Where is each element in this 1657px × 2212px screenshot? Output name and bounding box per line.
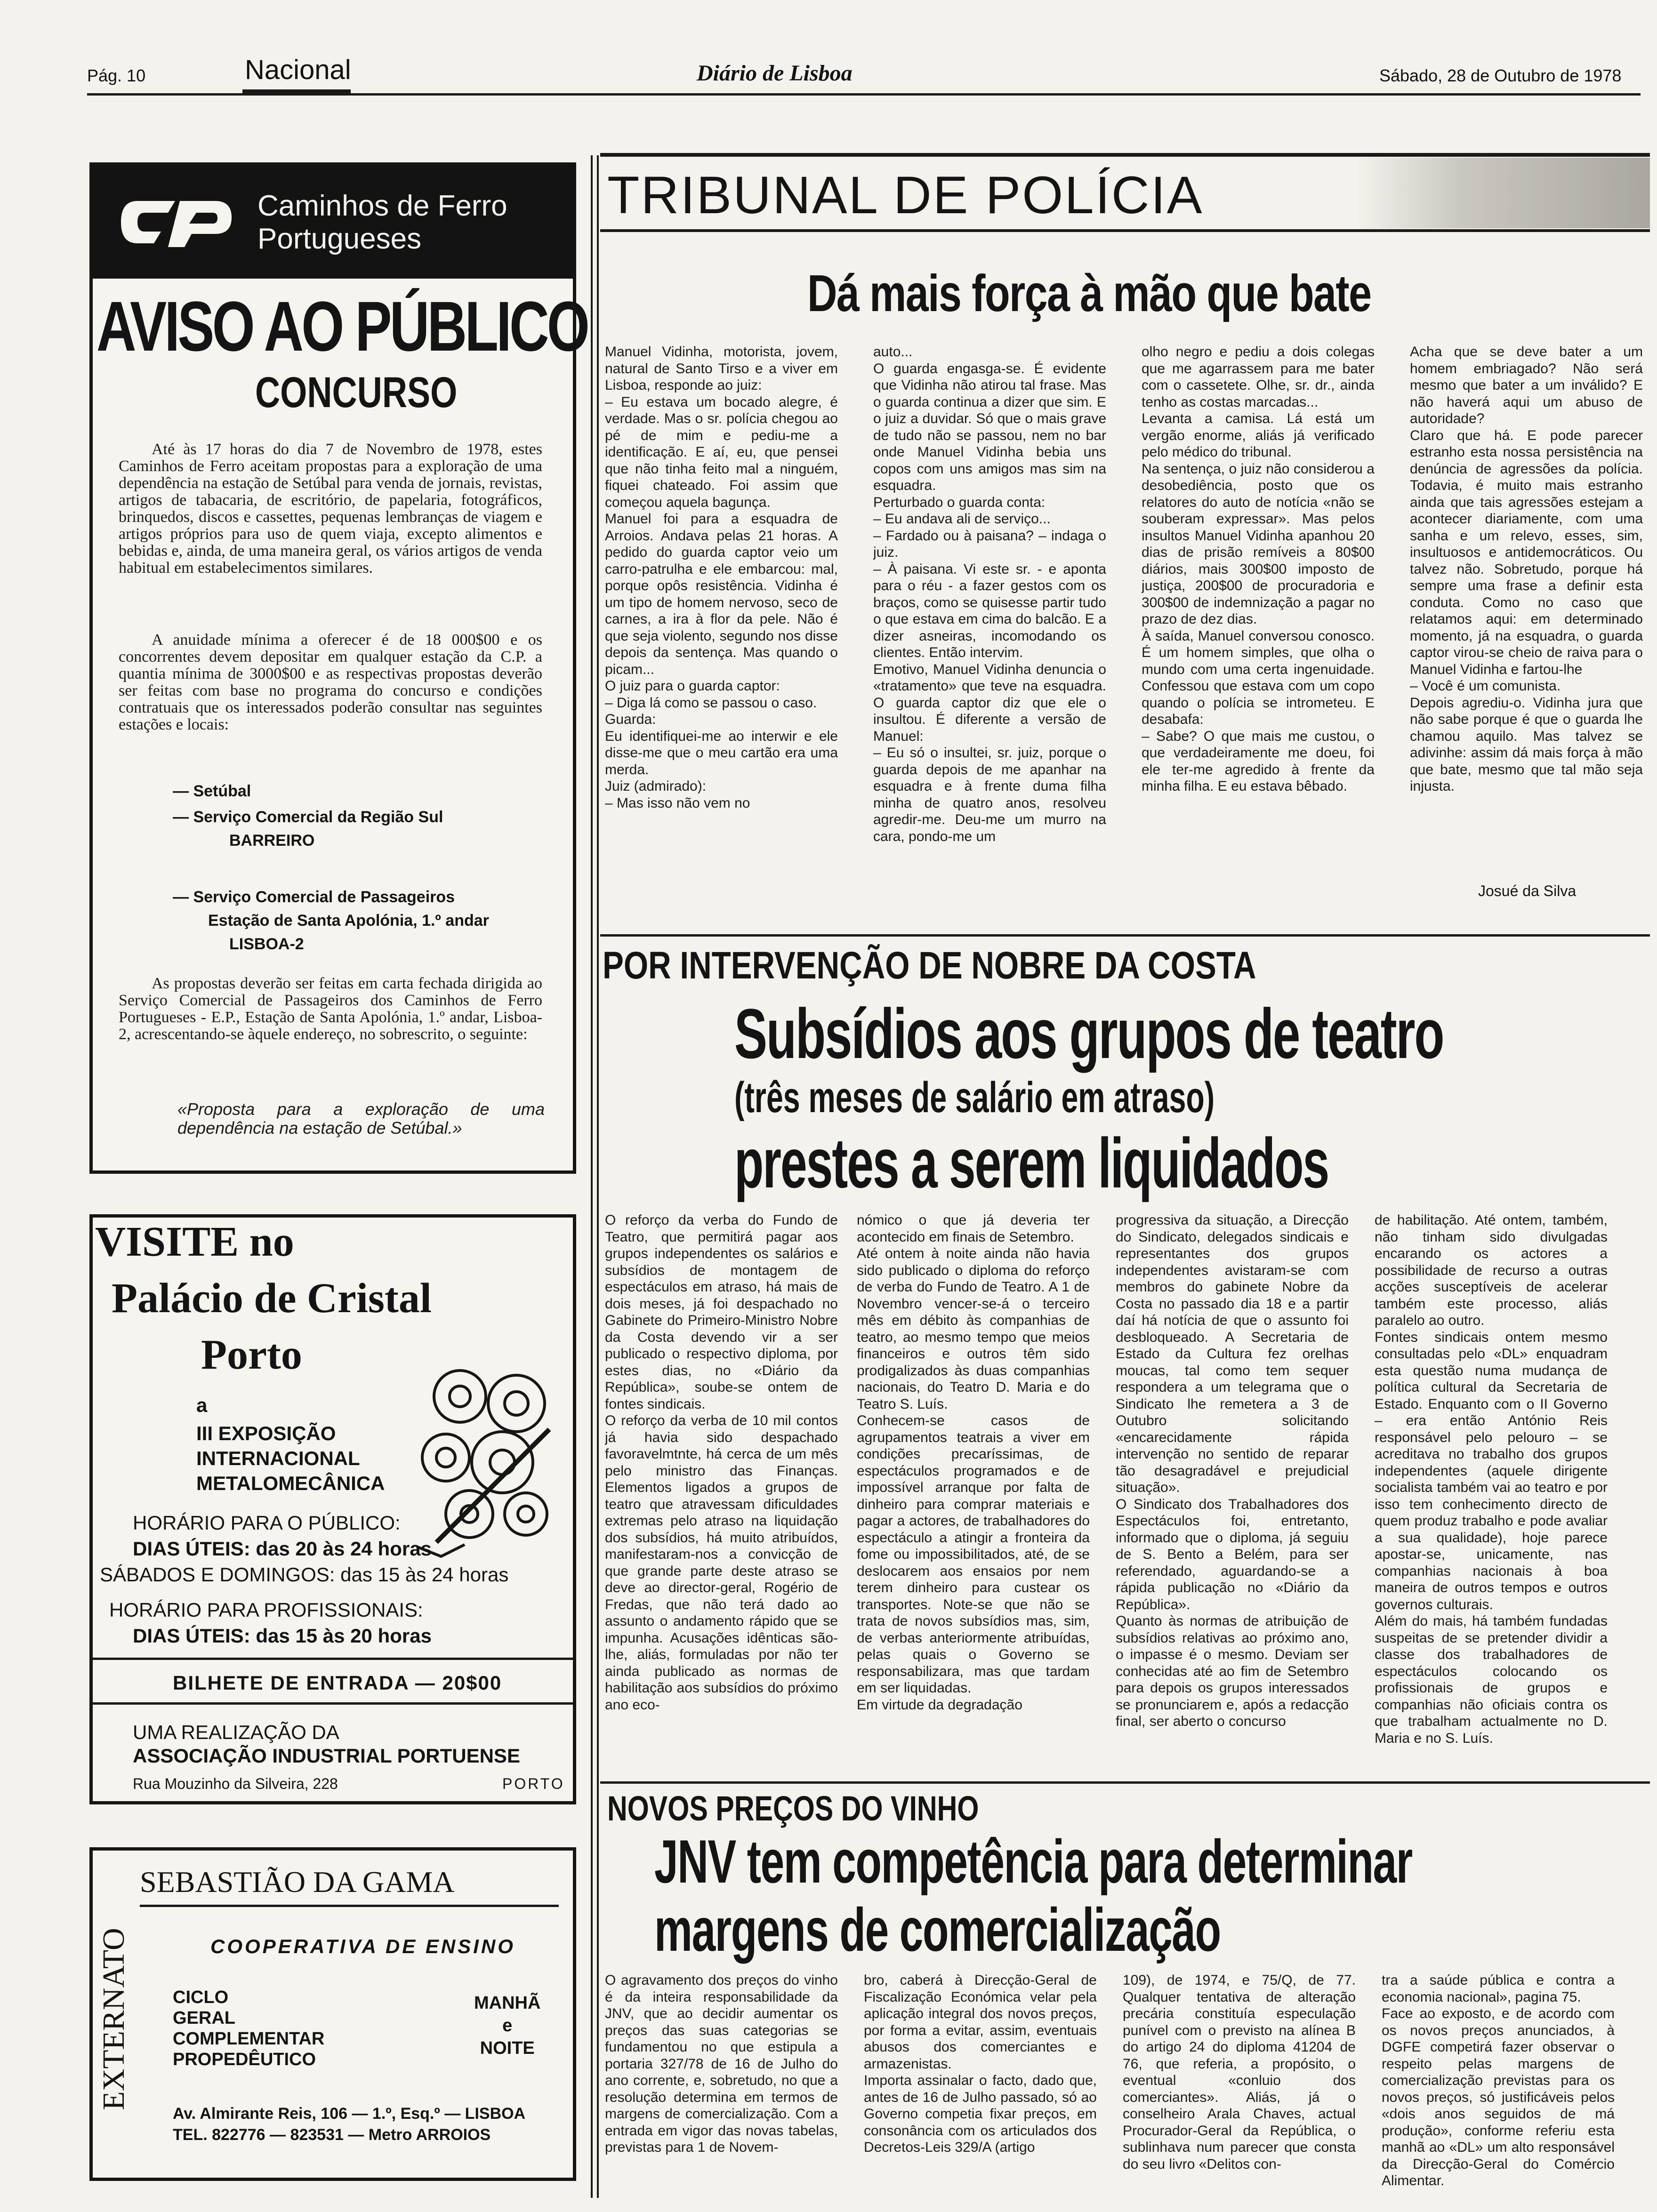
expo-divider <box>93 1702 573 1705</box>
school-name: SEBASTIÃO DA GAMA <box>140 1865 455 1899</box>
issue-date: Sábado, 28 de Outubro de 1978 <box>1379 66 1622 85</box>
teatro-headline-2: (três meses de salário em atraso) <box>734 1074 1215 1122</box>
section-name: Nacional <box>245 55 351 85</box>
vinho-column-2: bro, caberá à Direcção-Geral de Fiscalização Económica velar pela aplicação integral dos novos preços, por forma a evitar, assim, eventuais abusos dos comerciantes e armazenistas. Importa assinalar o facto, dado que, antes de 16 de Julho passado, só ao Governo competia fixar preços, em consonância com os articulados dos Decretos-Leis 329/A (artigo <box>864 1972 1097 2155</box>
expo-hours-professionals: HORÁRIO PARA PROFISSIONAIS: <box>109 1599 423 1621</box>
expo-venue: Palácio de Cristal <box>112 1275 432 1322</box>
cp-advertisement <box>89 162 588 1174</box>
cp-company-line1: Caminhos de Ferro <box>257 190 507 222</box>
page-number: Pág. 10 <box>87 66 146 85</box>
vinho-column-4: tra a saúde pública e contra a economia nacional», pagina 75. Face ao exposto, e de acordo com os novos preços anunciados, à DGFE competirá fazer observar o respeito pelas margens de comercialização previstas para os novos preços, só justificáveis pelos «dois anos seguidos de má produção», conforme referiu esta manhã ao «DL» um alto responsável da Direcção-Geral do Comércio Alimentar. <box>1382 1972 1615 2188</box>
cp-company-line2: Portugueses <box>257 223 422 255</box>
column-divider <box>597 155 599 2198</box>
tribunal-kicker: TRIBUNAL DE POLÍCIA <box>607 166 1204 224</box>
tribunal-byline: Josué da Silva <box>1478 882 1577 899</box>
teatro-column-2: nómico o que já deveria ter acontecido em finais de Setembro. Até ontem à noite ainda não havia sido publicado o diploma do reforço de verba do Fundo de Teatro. A 1 de Novembro vencer-se-á o terceiro mês em débito às companhias de teatro, ao mesmo tempo que meios financeiros e outros têm sido prodigalizados às duas companhias nacionais, do Teatro D. Maria e do Teatro S. Luís. Conhecem-se casos de agrupamentos teatrais a viver em condições precaríssimas, de espectáculos programados e de impossível arranque por falta de dinheiro para comprar materiais e pagar a actores, de trabalhadores do espectáculo a atingir a fronteira da fome ou impossibilitados, até, de se deslocarem aos ensaios por nem terem dinheiro para custear os transportes. Note-se que não se trata de novos subsídios mas, sim, de verbas anteriormente atribuídas, pelas quais o Governo se responsabilizara, mas que tardam em ser liquidadas. Em virtude da degradação <box>857 1212 1090 1713</box>
cp-title: AVISO AO PÚBLICO <box>97 287 588 366</box>
vinho-headline-2: margens de comercialização <box>654 1895 1221 1964</box>
expo-weekdays-professionals: DIAS ÚTEIS: das 15 às 20 horas <box>133 1625 432 1647</box>
expo-divider <box>93 1658 573 1660</box>
expo-weekends: SÁBADOS E DOMINGOS: das 15 às 24 horas <box>100 1563 509 1586</box>
expo-organizer-2: ASSOCIAÇÃO INDUSTRIAL PORTUENSE <box>133 1745 520 1767</box>
expo-hours-public: HORÁRIO PARA O PÚBLICO: <box>133 1512 401 1534</box>
cp-quote: «Proposta para a exploração de uma dependência na estação de Setúbal.» <box>177 1100 545 1138</box>
expo-weekdays: DIAS ÚTEIS: das 20 às 24 horas <box>133 1538 432 1560</box>
school-courses: CICLO GERAL COMPLEMENTAR PROPEDÊUTICO <box>173 1988 325 2069</box>
column-divider <box>591 155 593 2198</box>
cp-location-3b: Estação de Santa Apolónia, 1.º andar <box>208 912 489 930</box>
cp-location-2b: BARREIRO <box>229 832 315 850</box>
school-name-rule <box>140 1905 559 1907</box>
teatro-headline-3: prestes a serem liquidados <box>734 1123 1329 1202</box>
school-coop: COOPERATIVA DE ENSINO <box>210 1935 515 1957</box>
school-times: MANHÃ e NOITE <box>474 1993 541 2058</box>
cp-subtitle: CONCURSO <box>255 369 458 417</box>
expo-event-1: III EXPOSIÇÃO <box>196 1422 336 1444</box>
tribunal-kicker-rule <box>600 229 1650 232</box>
cp-logo-icon <box>119 187 234 257</box>
expo-organizer-1: UMA REALIZAÇÃO DA <box>133 1721 339 1743</box>
tribunal-bottom-rule <box>600 934 1650 937</box>
teatro-column-1: O reforço da verba do Fundo de Teatro, que permitirá pagar aos grupos independentes os salários e subsídios de montagem de espectáculos em atraso, há mais de dois meses, já foi despachado no Gabinete do Primeiro-Ministro Nobre da Costa devendo vir a ser publicado o respectivo diploma, por estes dias, no «Diário da República», soube-se ontem de fontes sindicais. O reforço da verba de 10 mil contos já havia sido despachado favoravelmtnte, há cerca de um mês pelo ministro das Finanças. Elementos ligados a grupos de teatro que atravessam dificuldades extremas pelo atraso na liquidação dos subsídios, há muito atribuídos, manifestaram-nos a convicção de que grande parte deste atraso se deve ao director-geral, Rogério de Fredas, que não terá dado ao assunto o andamento rápido que se impunha. Acusações idênticas são-lhe, aliás, formuladas por não ter ainda publicado as normas de habilitação aos subsídios do próximo ano eco- <box>605 1212 838 1713</box>
expo-event-3: METALOMECÂNICA <box>196 1472 385 1494</box>
tribunal-column-3: olho negro e pediu a dois colegas que me agarrassem para me bater com o cassetete. Olhe, sr. dr., ainda tenho as costas marcadas... Levanta a camisa. Lá está um vergão enorme, aliás já verificado pelo médico do tribunal. Na sentença, o juiz não considerou a desobediência, posto que os relatores do auto de notícia «não se souberam expressar». Mas pelos insultos Manuel Vidinha apanhou 20 dias de prisão remíveis a 80$00 diários, mais 300$00 imposto de justiça, 200$00 de procuradoria e 300$00 de indemnização a pagar no prazo de dez dias. À saída, Manuel conversou conosco. É um homem simples, que olha o mundo com uma certa ingenuidade. Confessou que estava com um copo quando o polícia se intrometeu. E desabafa: – Sabe? O que mais me custou, o que verdadeiramente me doeu, foi ele ter-me agredido à frente da minha filha. E eu estava bêbado. <box>1142 344 1375 794</box>
gears-illustration-icon <box>408 1359 563 1561</box>
expo-ticket: BILHETE DE ENTRADA — 20$00 <box>173 1672 502 1694</box>
expo-advertisement <box>89 1214 576 1804</box>
masthead: Diário de Lisboa <box>697 61 853 86</box>
tribunal-column-4: Acha que se deve bater a um homem embriagado? Não será mesmo que bater a um inválido? E não haverá aqui um abuso de autoridade? Claro que há. E pode parecer estranho esta nossa persistência na denúncia de agressões da polícia. Todavia, é muito mais estranho ainda que tais agressões estejam a acontecer diariamente, com uma sanha e um relevo, esses, sim, insultuosos e antidemocráticos. Ou talvez não. Sobretudo, porque há sempre uma frase a definir esta conduta. Como no caso que relatamos aqui: em determinado momento, já na esquadra, o guarda captor virou-se cheio de raiva para o Manuel Vidinha e fartou-lhe – Você é um comunista. Depois agrediu-o. Vidinha jura que não sabe porque é que o guarda lhe chamou aquilo. Mas talvez se adivinhe: assim dá mais força à mão que bate, mesmo que tal mão seja injusta. <box>1410 344 1643 794</box>
expo-visit: VISITE no <box>95 1218 294 1265</box>
expo-address: Rua Mouzinho da Silveira, 228 <box>133 1775 338 1792</box>
cp-paragraph-2: A anuidade mínima a oferecer é de 18 000$00 e os concorrentes devem depositar em qualquer estação da C.P. a quantia mínima de 3000$00 e as respectivas propostas deverão ser feitas com base no programa do concurso e condições contratuais que os interessados poderão consultar nas seguintes estações e locais: <box>119 632 542 733</box>
teatro-bottom-rule <box>600 1781 1650 1784</box>
cp-paragraph-1: Até às 17 horas do dia 7 de Novembro de 1978, estes Caminhos de Ferro aceitam propostas para a exploração de uma dependência na estação de Setúbal para venda de jornais, revistas, artigos de tabacaria, de escritório, de papelaria, fotográficos, brinquedos, discos e cassettes, pequenas lembranças de viagem e artigos próprios para uso de quem viaja, excepto alimentos e bebidas e, ainda, de uma maneira geral, os vários artigos de venda habitual em estabelecimentos similares. <box>119 441 542 577</box>
teatro-kicker: POR INTERVENÇÃO DE NOBRE DA COSTA <box>603 944 1256 987</box>
school-vertical-label: EXTERNATO <box>97 1928 131 2110</box>
vinho-kicker: NOVOS PREÇOS DO VINHO <box>607 1789 979 1828</box>
school-advertisement <box>89 1847 576 2181</box>
cp-location-3a: — Serviço Comercial de Passageiros <box>173 888 455 906</box>
cp-paragraph-3: As propostas deverão ser feitas em carta fechada dirigida ao Serviço Comercial de Passageiros dos Caminhos de Ferro Portugueses - E.P., Estação de Santa Apolónia, 1.º andar, Lisboa-2, acrescentando-se àquele endereço, no sobrescrito, o seguinte: <box>119 975 542 1043</box>
section-underline <box>242 89 351 94</box>
expo-event-2: INTERNACIONAL <box>196 1447 360 1469</box>
cp-location-1: — Setúbal <box>173 782 251 800</box>
vinho-headline-1: JNV tem competência para determinar <box>654 1827 1412 1896</box>
teatro-headline-1: Subsídios aos grupos de teatro <box>734 994 1444 1073</box>
cp-location-3c: LISBOA-2 <box>229 935 304 953</box>
school-phone: TEL. 822776 — 823531 — Metro ARROIOS <box>173 2126 491 2144</box>
cp-location-2a: — Serviço Comercial da Região Sul <box>173 808 443 826</box>
tribunal-column-2: auto... O guarda engasga-se. É evidente que Vidinha não atirou tal frase. Mas o guarda continua a dizer que sim. E o juiz a duvidar. Só que o mais grave de tudo não se passou, nem no bar onde Manuel Vidinha bebia uns copos com uns amigos mas sim na esquadra. Perturbado o guarda conta: – Eu andava ali de serviço... – Fardado ou à paisana? – indaga o juiz. – À paisana. Vi este sr. - e aponta para o réu - a fazer gestos com os braços, como se quisesse partir tudo o que estava em cima do balcão. E a dizer asneiras, incomodando os clientes. Então intervim. Emotivo, Manuel Vidinha denuncia o «tratamento» que teve na esquadra. O guarda captor diz que ele o insultou. É diferente a versão de Manuel: – Eu só o insultei, sr. juiz, porque o guarda depois de me apanhar na esquadra e à frente duma filha minha de quatro anos, resolveu agredir-me. Deu-me um murro na cara, pondo-me um <box>873 344 1106 844</box>
tribunal-headline: Dá mais força à mão que bate <box>807 264 1371 322</box>
expo-city: Porto <box>201 1331 302 1378</box>
tribunal-top-rule <box>600 153 1650 157</box>
school-address: Av. Almirante Reis, 106 — 1.º, Esq.º — LISBOA <box>173 2105 526 2123</box>
expo-city-footer: PORTO <box>502 1775 565 1792</box>
expo-a: a <box>196 1394 208 1416</box>
teatro-column-3: progressiva da situação, a Direcção do Sindicato, delegados sindicais e representantes dos grupos independentes avistaram-se com membros do gabinete Nobre da Costa no passado dia 18 e a partir daí há notícia de que o assunto foi desbloqueado. A Secretaria de Estado da Cultura fez orelhas moucas, tal como tem sequer respondera a um telegrama que o Sindicato lhe remetera a 3 de Outubro solicitando «encarecidamente rápida intervenção no sentido de reparar tão desagradável e prejudicial situação». O Sindicato dos Trabalhadores dos Espectáculos foi, entretanto, informado que o diploma, já seguiu de S. Bento a Belém, para ser referendado, aguardando-se a rápida publicação no «Diário da República». Quanto às normas de atribuição de subsídios relativas ao próximo ano, o impasse é o mesmo. Deviam ser conhecidas até ao fim de Setembro para depois os grupos interessados se pronunciarem e, após a redacção final, ser aberto o concurso <box>1116 1212 1349 1729</box>
teatro-column-4: de habilitação. Até ontem, também, não tinham sido divulgadas encarando os actores a possibilidade de recurso a outras acções susceptíveis de acelerar também este processo, aliás paralelo ao outro. Fontes sindicais ontem mesmo consultadas pelo «DL» enquadram esta questão numa mudança de política cultural da Secretaria de Estado. Enquanto com o II Governo – era então António Reis responsável pelo pelouro – se acreditava no trabalho dos grupos independentes (aquele dirigente socialista também vai ao teatro e por isso tem conhecimento directo de quem produz trabalho e pode avaliar a sua qualidade), hoje parece apostar-se, unicamente, nas companhias nacionais à boa maneira de outros tempos e outros governos culturais. Além do mais, há também fundadas suspeitas de se pretender dividir a classe dos trabalhadores de espectáculos colocando os profissionais de grupos e companhias não oficiais contra os que trabalham actualmente no D. Maria e no S. Luís. <box>1375 1212 1608 1746</box>
vinho-column-3: 109), de 1974, e 75/Q, de 77. Qualquer tentativa de alteração precária constituía especulação punível com o previsto na alínea B do artigo 24 do diploma 41204 de 76, que referia, a propósito, o eventual «conluio dos comerciantes». Aliás, já o conselheiro Arala Chaves, actual Procurador-Geral da República, o sublinhava num parecer que consta do seu livro «Delitos con- <box>1123 1972 1356 2172</box>
vinho-column-1: O agravamento dos preços do vinho é da inteira responsabilidade da JNV, que ao decidir aumentar os preços das suas categorias se fundamentou no que estipula a portaria 327/78 de 16 de Julho do ano corrente, e, sobretudo, no que a resolução determina em termos de margens de comercialização. Com a entrada em vigor das novas tabelas, previstas para 1 de Novem- <box>605 1972 838 2155</box>
tribunal-column-1: Manuel Vidinha, motorista, jovem, natural de Santo Tirso e a viver em Lisboa, responde ao juiz: – Eu estava um bocado alegre, é verdade. Mas o sr. polícia chegou ao pé de mim e pediu-me a identificação. E aí, eu, que pensei que não tinha feito mal a ninguém, fiquei chateado. Foi assim que começou aquela bagunça. Manuel foi para a esquadra de Arroios. Andava pelas 21 horas. A pedido do guarda captor veio um carro-patrulha e ele embarcou: mal, porque opôs resistência. Vidinha é um tipo de homem nervoso, seco de carnes, a ira à flor da pele. Não é que seja violento, segundo nos disse depois da sentença. Mas quando o picam... O juiz para o guarda captor: – Diga lá como se passou o caso. Guarda: Eu identifiquei-me ao interwir e ele disse-me que o meu cartão era uma merda. Juiz (admirado): – Mas isso não vem no <box>605 344 838 811</box>
